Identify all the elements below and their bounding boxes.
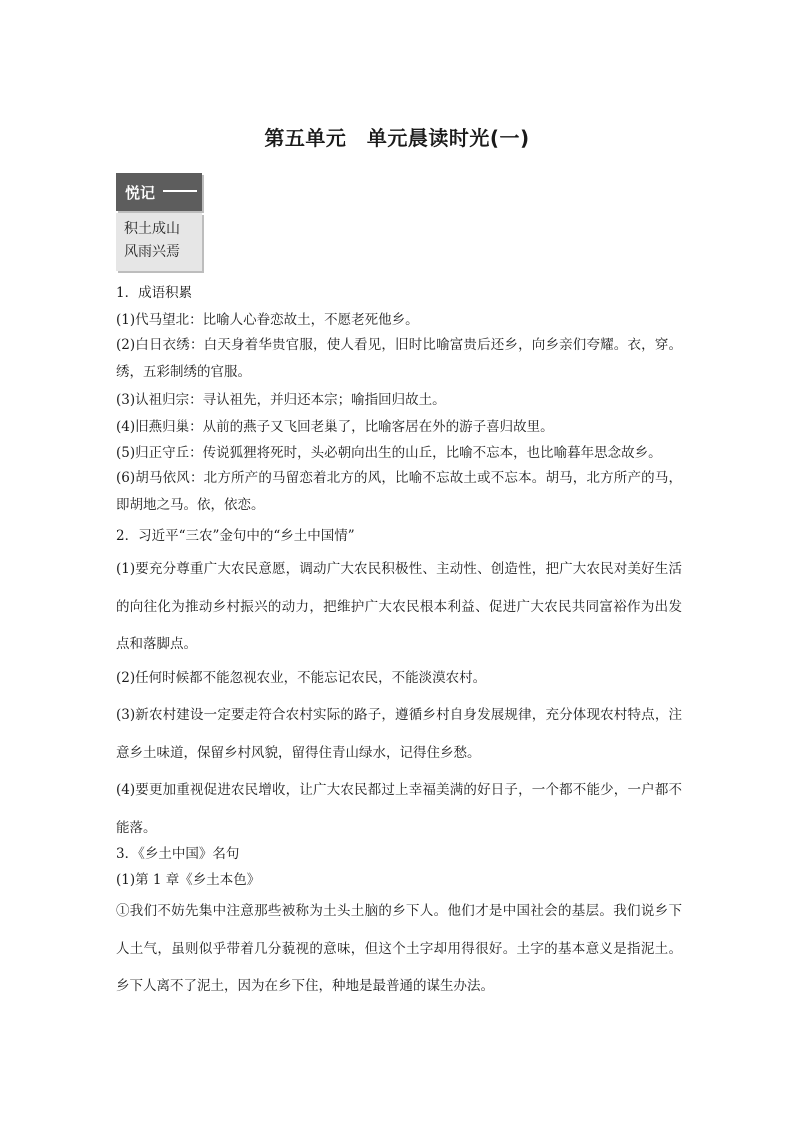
badge-header-rule (163, 190, 197, 192)
chapter-heading: (1)第 1 章《乡土本色》 (116, 872, 261, 888)
quote-item: ①我们不妨先集中注意那些被称为土头土脑的乡下人。他们才是中国社会的基层。我们说乡下人土气，虽则似乎带着几分藐视的意味，但这个土字却用得很好。土字的基本意义是指泥土。乡下人离不了泥土，因为在乡下住，种地是最普通的谋生办法。 (116, 903, 682, 994)
idiom-item: (2)白日衣绣：白天身着华贵官服，使人看见，旧时比喻富贵后还乡，向乡亲们夸耀。衣，穿。绣，五彩制绣的官服。 (116, 337, 682, 380)
section-heading: 3．《乡土中国》名句 (116, 846, 240, 862)
badge-line: 积土成山 (124, 221, 180, 237)
quote-item: (4)要更加重视促进农民增收，让广大农民都过上幸福美满的好日子，一个都不能少，一户都不能落。 (116, 782, 682, 836)
idiom-item: (6)胡马依风：北方所产的马留恋着北方的风，比喻不忘故土或不忘本。胡马，北方所产的马，即胡地之马。依，依恋。 (116, 470, 682, 513)
quote-item: (1)要充分尊重广大农民意愿，调动广大农民积极性、主动性、创造性，把广大农民对美好生活的向往化为推动乡村振兴的动力，把维护广大农民根本利益、促进广大农民共同富裕作为出发点和落脚点。 (116, 561, 682, 652)
badge-line: 风雨兴焉 (124, 244, 180, 260)
section-heading: 2．习近平“三农”金句中的“乡土中国情” (116, 528, 355, 544)
badge-body (116, 213, 202, 271)
badge-header (116, 173, 202, 211)
page-title: 第五单元 单元晨读时光(一) (264, 126, 530, 150)
quote-item: (2)任何时候都不能忽视农业，不能忘记农民，不能淡漠农村。 (116, 670, 487, 686)
idiom-item: (5)归正守丘：传说狐狸将死时，头必朝向出生的山丘，比喻不忘本，也比喻暮年思念故乡。 (116, 445, 662, 461)
section-badge (116, 173, 202, 271)
idiom-item: (3)认祖归宗：寻认祖先，并归还本宗；喻指回归故土。 (116, 392, 446, 408)
badge-header-label: 悦记 (125, 184, 156, 202)
idiom-item: (4)旧燕归巢：从前的燕子又飞回老巢了，比喻客居在外的游子喜归故里。 (116, 419, 554, 435)
quote-item: (3)新农村建设一定要走符合农村实际的路子，遵循乡村自身发展规律，充分体现农村特点，注意乡土味道，保留乡村风貌，留得住青山绿水，记得住乡愁。 (116, 707, 682, 761)
idiom-item: (1)代马望北：比喻人心眷恋故土，不愿老死他乡。 (116, 312, 419, 328)
section-heading: 1．成语积累 (116, 285, 193, 301)
